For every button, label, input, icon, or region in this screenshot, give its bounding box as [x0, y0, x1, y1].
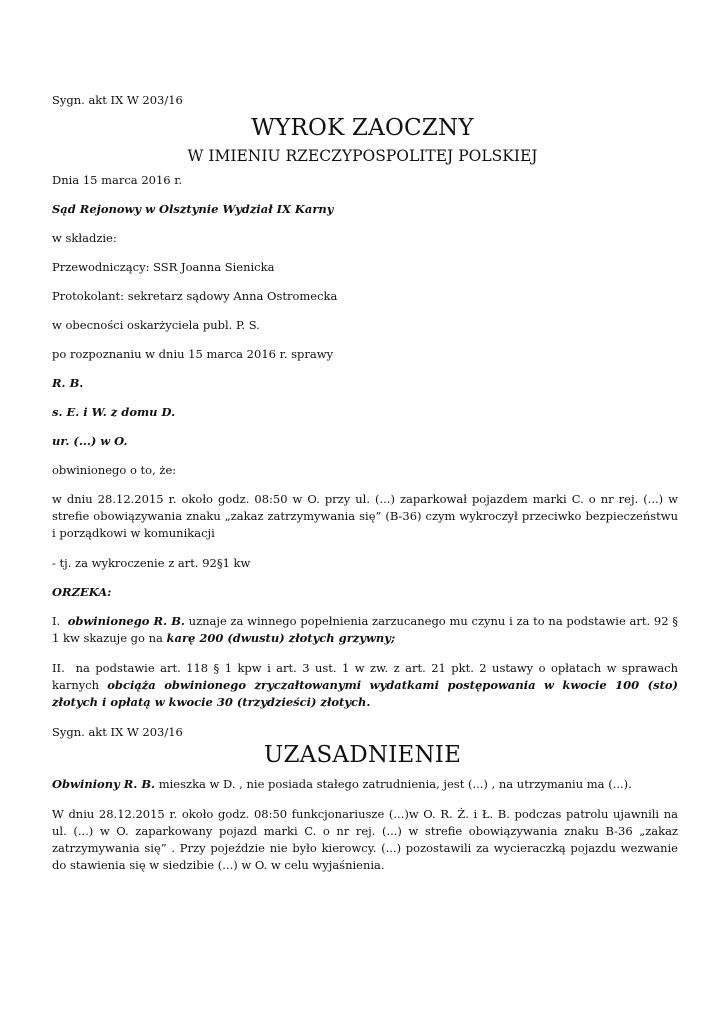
judgment-date: Dnia 15 marca 2016 r. [52, 173, 183, 187]
justification-title: UZASADNIENIE [263, 742, 462, 768]
justification-paragraph-2: W dniu 28.12.2015 r. około godz. 08:50 funkcjonariusze (...)w O. R. Ż. i Ł. B. podczas patrolu ujawnili na ul. (...) w O. zaparkowany pojazd marki C. o nr rej. (...) w strefie obowiązywania znaku B-36 „zakaz zatrzymywania się” . Przy pojeździe nie było kierowcy. (...) pozostawili za wycieraczką pojazdu wezwanie do stawienia się w siedzibie (...) w O. w celu wyjaśnienia. [52, 807, 678, 872]
ruling-point-2-number: II. [52, 661, 65, 675]
ruling-point-1 [52, 613, 678, 647]
court-name: Sąd Rejonowy w Olsztynie Wydział IX Karny [52, 202, 334, 216]
prosecutor: w obecności oskarżyciela publ. P. S. [52, 318, 260, 332]
justification-paragraph-1 [52, 776, 678, 793]
charge-intro: obwinionego o to, że: [52, 463, 177, 477]
composition-label: w składzie: [52, 231, 117, 245]
ruling-point-2 [52, 660, 678, 711]
ruling-point-1-number: I. [52, 614, 61, 628]
court-clerk: Protokolant: sekretarz sądowy Anna Ostromecka [52, 289, 338, 303]
hearing-line: po rozpoznaniu w dniu 15 marca 2016 r. sprawy [52, 347, 334, 361]
ruling-point-1-defendant: obwinionego R. B. [67, 614, 185, 628]
charge-description: w dniu 28.12.2015 r. około godz. 08:50 w O. przy ul. (...) zaparkował pojazdem marki C. o nr rej. (...) w strefie obowiązywania znaku „zakaz zatrzymywania się” (B-36) czym wykroczył przeciwko bezpieczeństwu i porządkowi w komunikacji [52, 492, 678, 540]
case-signature-bottom: Sygn. akt IX W 203/16 [52, 725, 183, 739]
ruling-point-1-text: uznaje za winnego popełnienia zarzucanego mu czynu i za to na podstawie art. 92 § 1 kw skazuje go na [52, 614, 678, 645]
justification-paragraph-1-text: mieszka w D. , nie posiada stałego zatrudnienia, jest (...) , na utrzymaniu ma (...). [155, 777, 632, 791]
defendant-name: R. B. [52, 376, 84, 390]
judgment-title: WYROK ZAOCZNY [251, 115, 474, 141]
presiding-judge: Przewodniczący: SSR Joanna Sienicka [52, 260, 275, 274]
judgment-subtitle: W IMIENIU RZECZYPOSPOLITEJ POLSKIEJ [187, 147, 538, 165]
case-signature-top: Sygn. akt IX W 203/16 [52, 93, 183, 107]
ruling-point-2-text: na podstawie art. 118 § 1 kpw i art. 3 ust. 1 w zw. z art. 21 pkt. 2 ustawy o opłatach w sprawach karnych [52, 661, 679, 692]
ruling-heading: ORZEKA: [52, 585, 112, 599]
justification-defendant: Obwiniony R. B. [52, 777, 156, 791]
defendant-birth: ur. (...) w O. [52, 434, 128, 448]
ruling-point-2-costs: obciąża obwinionego zryczałtowanymi wydatkami postępowania w kwocie 100 (sto) złotych i opłatą w kwocie 30 (trzydzieści) złotych. [52, 678, 678, 709]
charge-article: - tj. za wykroczenie z art. 92§1 kw [52, 556, 251, 570]
ruling-point-1-penalty: karę 200 (dwustu) złotych grzywny; [166, 631, 396, 645]
defendant-parents: s. E. i W. z domu D. [52, 405, 176, 419]
